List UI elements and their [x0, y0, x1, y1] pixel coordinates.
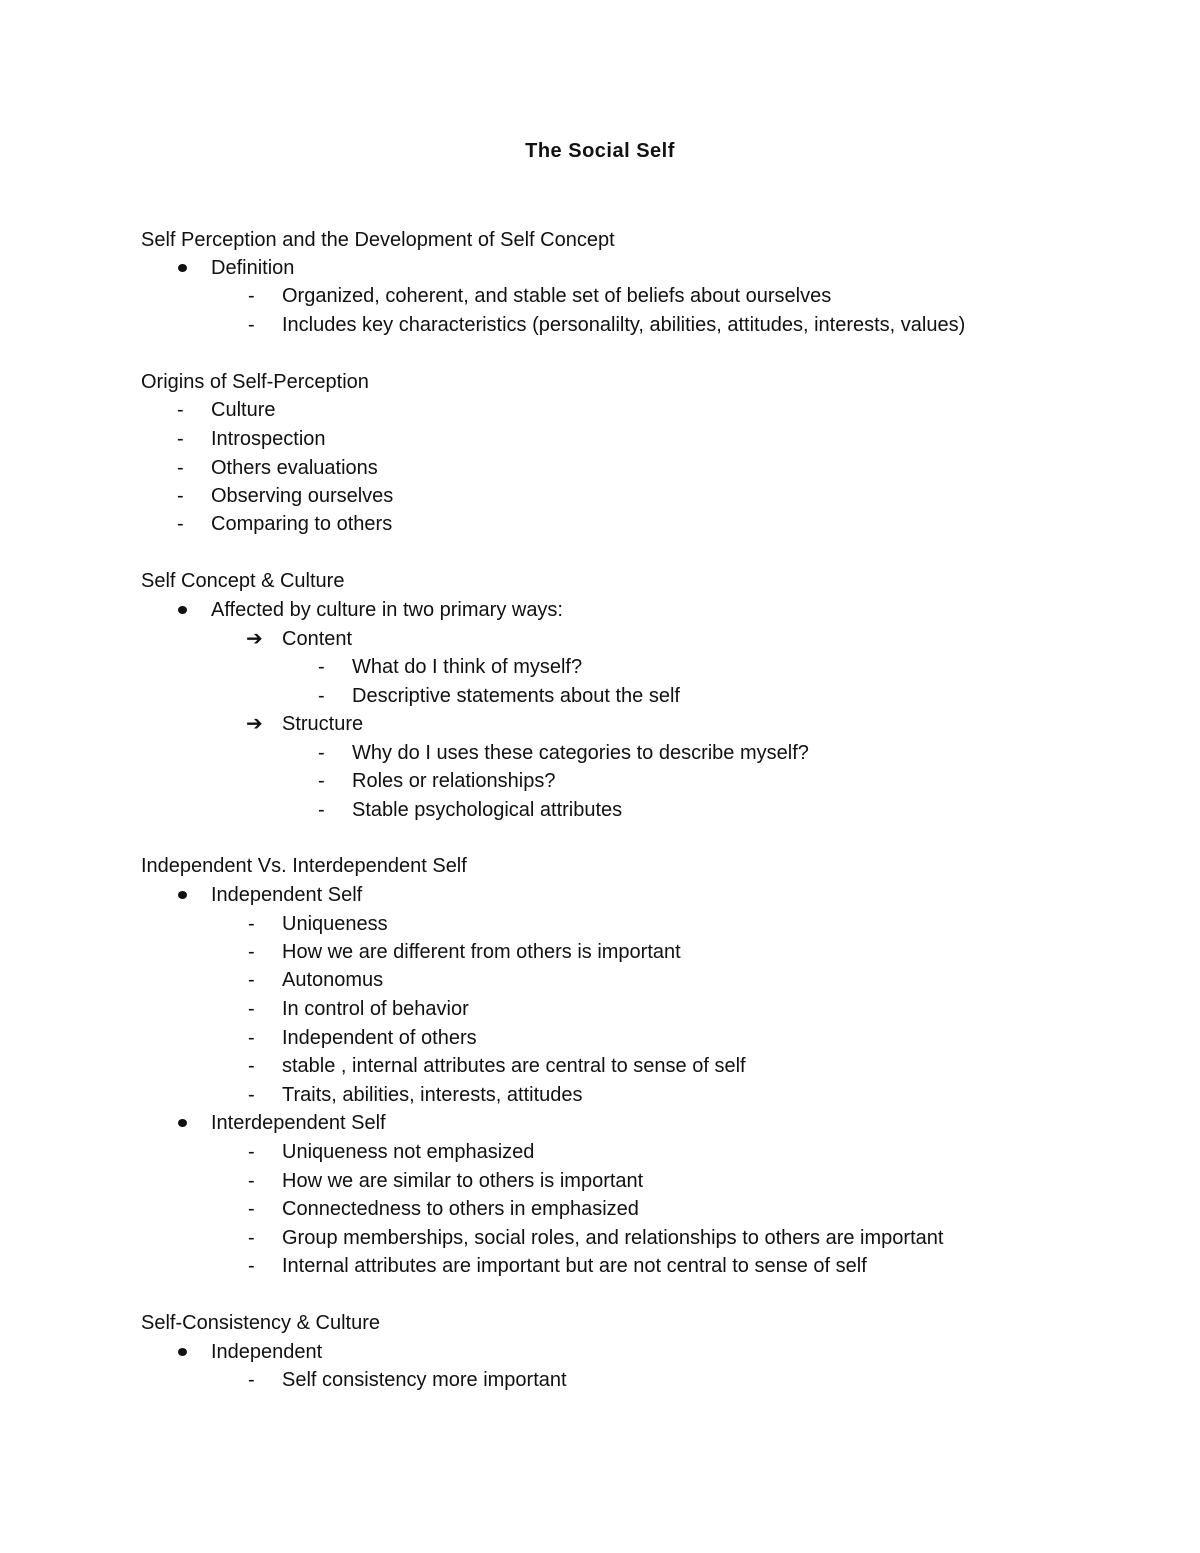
dash-marker-icon: - — [177, 457, 184, 479]
dash-marker-icon: - — [248, 1141, 255, 1163]
dash-marker-icon: - — [177, 485, 184, 507]
dash-marker-icon: - — [248, 1084, 255, 1106]
document-title: The Social Self — [525, 140, 675, 162]
dash-marker-icon: - — [177, 399, 184, 421]
bullet-dot-icon — [178, 1119, 187, 1127]
dash-marker-icon: - — [248, 998, 255, 1020]
dash-marker-icon: - — [248, 1170, 255, 1192]
arrow-right-icon: ➔ — [246, 628, 263, 650]
dash-marker-icon: - — [318, 685, 325, 707]
dash-marker-icon: - — [248, 285, 255, 307]
dash-marker-icon: - — [248, 314, 255, 336]
dash-marker-icon: - — [248, 941, 255, 963]
dash-marker-icon: - — [318, 799, 325, 821]
dash-marker-icon: - — [177, 428, 184, 450]
arrow-right-icon: ➔ — [246, 713, 263, 735]
bullet-dot-icon — [178, 264, 187, 272]
dash-marker-icon: - — [248, 913, 255, 935]
dash-marker-icon: - — [248, 1198, 255, 1220]
dash-marker-icon: - — [318, 742, 325, 764]
bullet-dot-icon — [178, 891, 187, 899]
dash-marker-icon: - — [318, 770, 325, 792]
dash-marker-icon: - — [248, 1255, 255, 1277]
document-page: The Social Self Self Perception and the Development of Self Concept Definition - Organized, coherent, and stable set of beliefs about ourselves - Includes key characteristics (personalilty, abilities, attitudes, interests, values) Origins of Self-Perception - Culture - Introspection - Others evaluations - Observing ourselves - Comparing to others Self Concept & Culture Affected by culture in two primary ways: ➔ Content - What do I think of myself? - Descriptive statements about the self ➔ Structure - Why do I uses these categories to describe myself? - Roles or relationships? - Stable psychological attributes Independent Vs. Interdependent Self Independent Self - Uniqueness - How we are different from others is important - Autonomus - In control of behavior - Independent of others - stable , internal attributes are central to sense of self - Traits, abilities, interests, attitudes Interdependent Self - Uniqueness not emphasized - How we are similar to others is important - Connectedness to others in emphasized - Group memberships, social roles, and relationships to others are important - Internal attributes are important but are not central to sense of self Self-Consistency & Culture Independent - Self consistency more important — [0, 0, 1200, 1553]
dash-marker-icon: - — [248, 1055, 255, 1077]
dash-marker-icon: - — [248, 1227, 255, 1249]
dash-marker-icon: - — [248, 1027, 255, 1049]
dash-marker-icon: - — [177, 513, 184, 535]
bullet-dot-icon — [178, 1348, 187, 1356]
bullet-dot-icon — [178, 606, 187, 614]
dash-marker-icon: - — [248, 969, 255, 991]
dash-marker-icon: - — [318, 656, 325, 678]
dash-marker-icon: - — [248, 1369, 255, 1391]
